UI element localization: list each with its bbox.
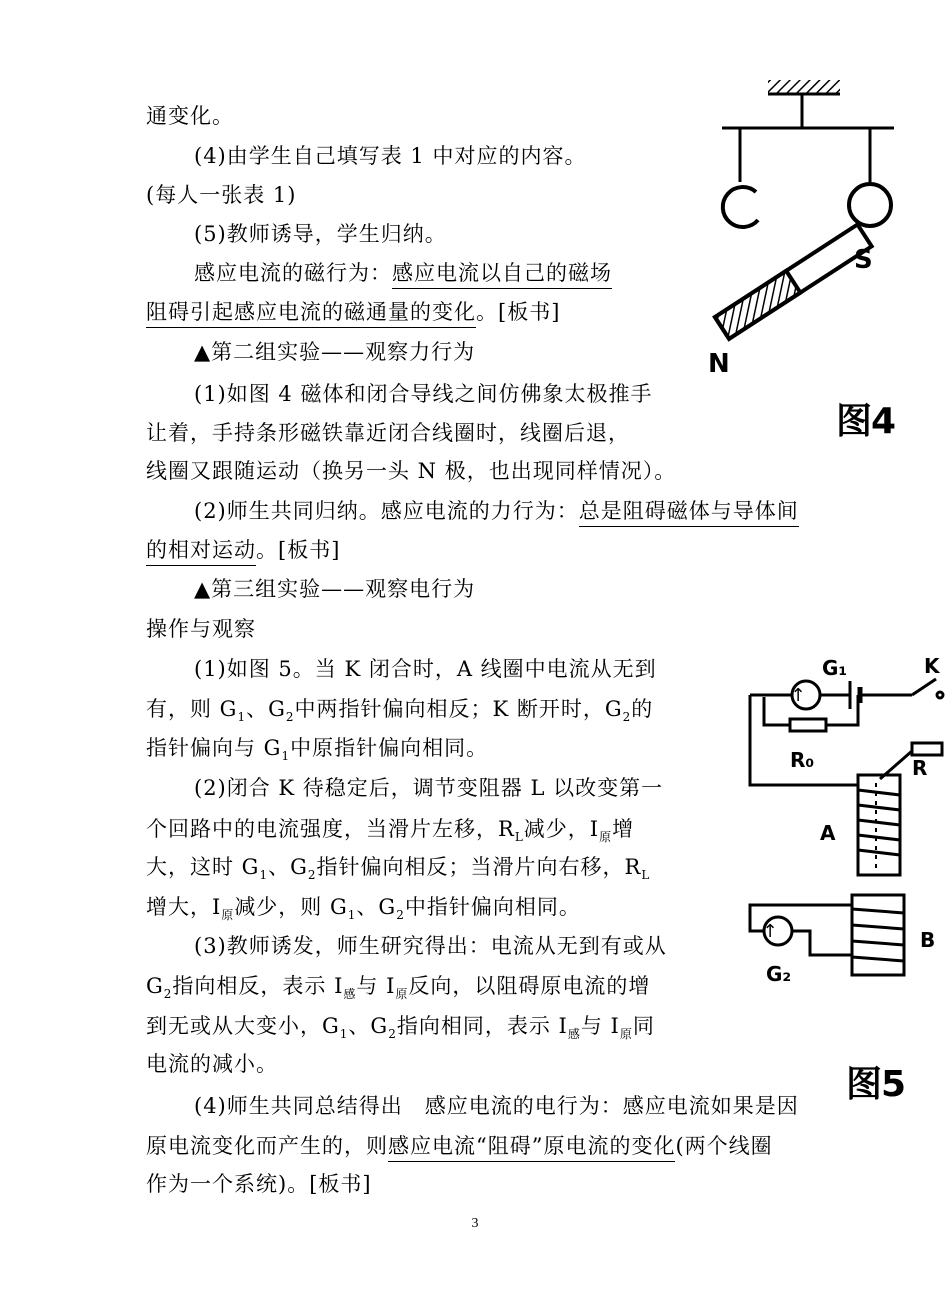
text-line: (1)如图 4 磁体和闭合导线之间仿佛象太极推手 [194, 382, 653, 406]
open-ring [723, 187, 758, 227]
r-label: R [912, 756, 928, 780]
text-line: 的相对运动。[板书] [146, 536, 340, 564]
g1-label: G₁ [822, 656, 848, 680]
text-line: 原电流变化而产生的，则感应电流“阻碍”原电流的变化(两个线圈 [146, 1132, 773, 1160]
section-heading: ▲第三组实验——观察电行为 [194, 577, 476, 601]
text-line: 个回路中的电流强度，当滑片左移，$R_L$减少，$I_原$增 [146, 817, 635, 844]
text-line: (2)师生共同归纳。感应电流的力行为：总是阻碍磁体与导体间 [194, 497, 799, 525]
text-line: (3)教师诱发，师生研究得出：电流从无到有或从 [194, 934, 667, 958]
section-heading: ▲第二组实验——观察力行为 [194, 340, 476, 364]
text-line: 感应电流的磁行为：感应电流以自己的磁场 [194, 259, 612, 287]
text-line: (每人一张表 1) [146, 183, 297, 207]
switch-k [912, 679, 936, 695]
figure-4-label: 图4 [836, 401, 896, 442]
underlined-key-text: 感应电流以自己的磁场 [392, 261, 612, 289]
underlined-key-text: 总是阻碍磁体与导体间 [579, 499, 799, 527]
text-line: 有，则 $G_1$、$G_2$中两指针偏向相反；K 断开时，$G_2$的 [146, 697, 654, 724]
coil-a-label: A [820, 821, 836, 845]
bar-magnet [715, 225, 872, 339]
coil-b [852, 895, 904, 975]
figure-5-diagram [740, 655, 950, 995]
g2-label: G₂ [766, 962, 792, 986]
text-line: (5)教师诱导，学生归纳。 [194, 222, 447, 246]
text-line: (4)由学生自己填写表 1 中对应的内容。 [194, 144, 587, 168]
underlined-key-text: 的相对运动 [146, 538, 256, 566]
figure-4-diagram [700, 70, 905, 380]
figure-5-label: 图5 [846, 1064, 906, 1105]
magnet-n-pole-label: N [708, 349, 730, 379]
k-label: K [924, 655, 940, 678]
text-line: 操作与观察 [146, 617, 256, 641]
svg-text:↑: ↑ [762, 921, 778, 942]
coil-b-label: B [920, 928, 936, 952]
underlined-key-text: 感应电流“阻碍”原电流的变化 [388, 1134, 675, 1162]
underlined-key-text: 阻碍引起感应电流的磁通量的变化 [146, 300, 476, 328]
r0-label: R₀ [790, 748, 815, 772]
text-line: 阻碍引起感应电流的磁通量的变化。[板书] [146, 298, 560, 326]
closed-ring [849, 184, 891, 226]
text-line: 让着，手持条形磁铁靠近闭合线圈时，线圈后退， [146, 421, 630, 445]
rheostat-r [912, 743, 942, 755]
text-line: 作为一个系统)。[板书] [146, 1172, 372, 1196]
text-line: 大，这时 $G_1$、$G_2$指针偏向相反；当滑片向右移，$R_L$ [146, 855, 651, 882]
text-line: (2)闭合 K 待稳定后，调节变阻器 L 以改变第一 [194, 776, 664, 800]
text-line: 增大，$I_原$减少，则 $G_1$、$G_2$中指针偏向相同。 [146, 895, 581, 922]
text-line: 电流的减小。 [146, 1052, 278, 1076]
text-line: 通变化。 [146, 104, 234, 128]
svg-text:↑: ↑ [790, 685, 806, 706]
text-line: 指针偏向与 $G_1$中原指针偏向相同。 [146, 736, 489, 763]
text-line: 线圈又跟随运动（换另一头 N 极，也出现同样情况）。 [146, 459, 677, 483]
text-line: 到无或从大变小，$G_1$、$G_2$指向相同，表示 $I_感$与 $I_原$同 [146, 1014, 655, 1040]
resistor-r0 [790, 719, 826, 731]
text-line: $G_2$指向相反，表示 $I_感$与 $I_原$反向，以阻碍原电流的增 [146, 974, 651, 1000]
ceiling-mount [768, 80, 840, 94]
text-line: (1)如图 5。当 K 闭合时，A 线圈中电流从无到 [194, 657, 657, 681]
magnet-s-pole-label: S [854, 245, 873, 275]
page-number: 3 [471, 1216, 479, 1231]
text-line: (4)师生共同总结得出 感应电流的电行为：感应电流如果是因 [194, 1094, 799, 1118]
